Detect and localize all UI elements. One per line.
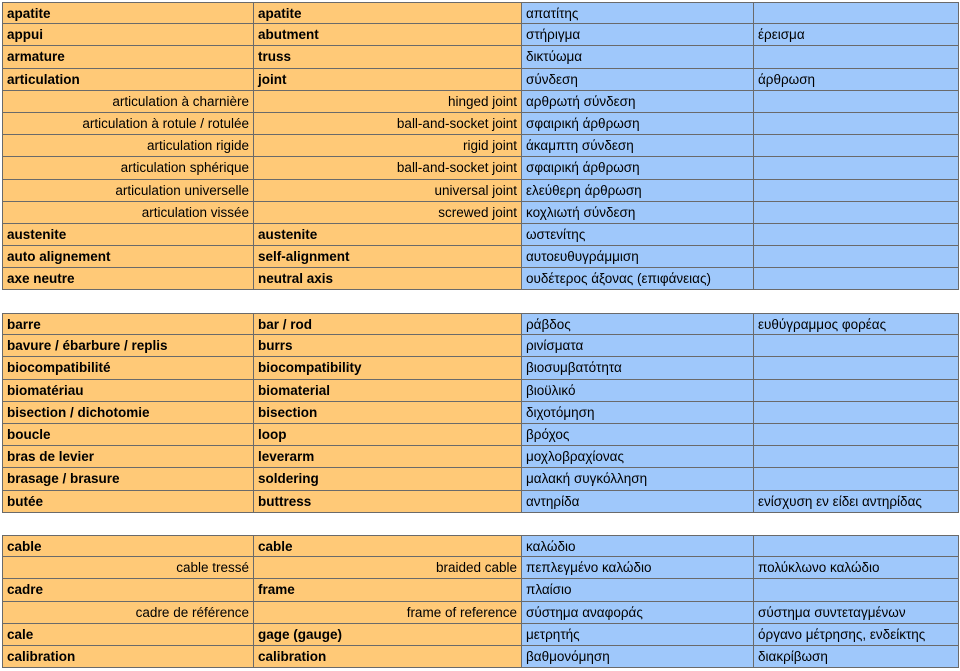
greek-term-cell: σφαιρική άρθρωση	[522, 157, 754, 179]
french-term-cell: bisection / dichotomie	[2, 402, 254, 424]
term-row	[2, 2, 959, 24]
section-b-table	[2, 313, 959, 513]
greek-alt-term-cell	[754, 2, 959, 24]
greek-alt-term-cell: άρθρωση	[754, 69, 959, 91]
greek-term-cell: δικτύωμα	[522, 46, 754, 68]
greek-term-cell: ουδέτερος άξονας (επιφάνειας)	[522, 268, 754, 290]
english-term-cell: loop	[254, 424, 522, 446]
greek-term-cell: ρινίσματα	[522, 335, 754, 357]
greek-term-cell: μαλακή συγκόλληση	[522, 468, 754, 490]
greek-term-cell: βιοσυμβατότητα	[522, 357, 754, 379]
greek-term-cell: απατίτης	[522, 2, 754, 24]
french-term-cell: articulation à charnière	[2, 91, 254, 113]
french-term-cell: cable	[2, 535, 254, 557]
english-term-cell: truss	[254, 46, 522, 68]
sub-term-row	[2, 157, 959, 179]
greek-term-cell: μετρητής	[522, 624, 754, 646]
term-row	[2, 446, 959, 468]
english-term-cell: rigid joint	[254, 135, 522, 157]
greek-term-cell: ελεύθερη άρθρωση	[522, 180, 754, 202]
term-row	[2, 46, 959, 68]
english-term-cell: universal joint	[254, 180, 522, 202]
english-term-cell: frame of reference	[254, 602, 522, 624]
greek-term-cell: αντηρίδα	[522, 491, 754, 513]
greek-term-cell: καλώδιο	[522, 535, 754, 557]
term-row	[2, 424, 959, 446]
greek-alt-term-cell	[754, 335, 959, 357]
french-term-cell: bavure / ébarbure / replis	[2, 335, 254, 357]
french-term-cell: barre	[2, 313, 254, 335]
french-term-cell: articulation	[2, 69, 254, 91]
sub-term-row	[2, 602, 959, 624]
term-row	[2, 357, 959, 379]
greek-alt-term-cell	[754, 535, 959, 557]
greek-alt-term-cell	[754, 202, 959, 224]
greek-alt-term-cell	[754, 268, 959, 290]
term-row	[2, 491, 959, 513]
section-a-table	[2, 2, 959, 290]
greek-term-cell: σύνδεση	[522, 69, 754, 91]
sub-term-row	[2, 180, 959, 202]
greek-alt-term-cell: πολύκλωνο καλώδιο	[754, 557, 959, 579]
greek-alt-term-cell: σύστημα συντεταγμένων	[754, 602, 959, 624]
english-term-cell: screwed joint	[254, 202, 522, 224]
greek-term-cell: βιοϋλικό	[522, 380, 754, 402]
french-term-cell: bras de levier	[2, 446, 254, 468]
greek-alt-term-cell: όργανο μέτρησης, ενδείκτης	[754, 624, 959, 646]
greek-alt-term-cell	[754, 224, 959, 246]
term-row	[2, 24, 959, 46]
greek-term-cell: μοχλοβραχίονας	[522, 446, 754, 468]
greek-alt-term-cell	[754, 157, 959, 179]
french-term-cell: boucle	[2, 424, 254, 446]
greek-alt-term-cell	[754, 357, 959, 379]
greek-alt-term-cell: έρεισμα	[754, 24, 959, 46]
french-term-cell: auto alignement	[2, 246, 254, 268]
greek-term-cell: σύστημα αναφοράς	[522, 602, 754, 624]
english-term-cell: self-alignment	[254, 246, 522, 268]
term-row	[2, 224, 959, 246]
english-term-cell: braided cable	[254, 557, 522, 579]
french-term-cell: axe neutre	[2, 268, 254, 290]
greek-alt-term-cell: διακρίβωση	[754, 646, 959, 668]
english-term-cell: joint	[254, 69, 522, 91]
french-term-cell: articulation rigide	[2, 135, 254, 157]
greek-term-cell: πεπλεγμένο καλώδιο	[522, 557, 754, 579]
greek-term-cell: βρόχος	[522, 424, 754, 446]
greek-term-cell: στήριγμα	[522, 24, 754, 46]
english-term-cell: biomaterial	[254, 380, 522, 402]
sub-term-row	[2, 135, 959, 157]
english-term-cell: buttress	[254, 491, 522, 513]
french-term-cell: brasage / brasure	[2, 468, 254, 490]
greek-alt-term-cell	[754, 46, 959, 68]
greek-term-cell: σφαιρική άρθρωση	[522, 113, 754, 135]
sub-term-row	[2, 202, 959, 224]
french-term-cell: calibration	[2, 646, 254, 668]
term-row	[2, 535, 959, 557]
french-term-cell: cadre	[2, 579, 254, 601]
english-term-cell: biocompatibility	[254, 357, 522, 379]
english-term-cell: leverarm	[254, 446, 522, 468]
term-row	[2, 468, 959, 490]
greek-term-cell: βαθμονόμηση	[522, 646, 754, 668]
greek-alt-term-cell	[754, 468, 959, 490]
english-term-cell: neutral axis	[254, 268, 522, 290]
french-term-cell: austenite	[2, 224, 254, 246]
greek-alt-term-cell: ενίσχυση εν είδει αντηρίδας	[754, 491, 959, 513]
english-term-cell: ball-and-socket joint	[254, 113, 522, 135]
english-term-cell: abutment	[254, 24, 522, 46]
term-row	[2, 246, 959, 268]
greek-term-cell: άκαμπτη σύνδεση	[522, 135, 754, 157]
greek-alt-term-cell	[754, 446, 959, 468]
french-term-cell: appui	[2, 24, 254, 46]
english-term-cell: bisection	[254, 402, 522, 424]
greek-alt-term-cell	[754, 402, 959, 424]
english-term-cell: ball-and-socket joint	[254, 157, 522, 179]
english-term-cell: burrs	[254, 335, 522, 357]
greek-alt-term-cell	[754, 424, 959, 446]
english-term-cell: austenite	[254, 224, 522, 246]
french-term-cell: armature	[2, 46, 254, 68]
french-term-cell: articulation universelle	[2, 180, 254, 202]
term-row	[2, 624, 959, 646]
term-row	[2, 579, 959, 601]
greek-term-cell: κοχλιωτή σύνδεση	[522, 202, 754, 224]
french-term-cell: cale	[2, 624, 254, 646]
french-term-cell: biocompatibilité	[2, 357, 254, 379]
term-row	[2, 380, 959, 402]
french-term-cell: articulation à rotule / rotulée	[2, 113, 254, 135]
greek-term-cell: αρθρωτή σύνδεση	[522, 91, 754, 113]
french-term-cell: cadre de référence	[2, 602, 254, 624]
english-term-cell: calibration	[254, 646, 522, 668]
french-term-cell: cable tressé	[2, 557, 254, 579]
term-row	[2, 313, 959, 335]
greek-term-cell: ωστενίτης	[522, 224, 754, 246]
french-term-cell: butée	[2, 491, 254, 513]
greek-term-cell: διχοτόμηση	[522, 402, 754, 424]
term-row	[2, 268, 959, 290]
french-term-cell: apatite	[2, 2, 254, 24]
english-term-cell: gage (gauge)	[254, 624, 522, 646]
english-term-cell: bar / rod	[254, 313, 522, 335]
french-term-cell: articulation sphérique	[2, 157, 254, 179]
greek-alt-term-cell	[754, 246, 959, 268]
greek-alt-term-cell	[754, 113, 959, 135]
term-row	[2, 69, 959, 91]
english-term-cell: hinged joint	[254, 91, 522, 113]
term-row	[2, 335, 959, 357]
english-term-cell: soldering	[254, 468, 522, 490]
english-term-cell: frame	[254, 579, 522, 601]
sub-term-row	[2, 113, 959, 135]
greek-alt-term-cell	[754, 135, 959, 157]
term-row	[2, 646, 959, 668]
english-term-cell: cable	[254, 535, 522, 557]
greek-alt-term-cell: ευθύγραμμος φορέας	[754, 313, 959, 335]
sub-term-row	[2, 557, 959, 579]
greek-alt-term-cell	[754, 579, 959, 601]
sub-term-row	[2, 91, 959, 113]
greek-term-cell: πλαίσιο	[522, 579, 754, 601]
greek-alt-term-cell	[754, 380, 959, 402]
greek-alt-term-cell	[754, 180, 959, 202]
section-c-table	[2, 535, 959, 668]
french-term-cell: articulation vissée	[2, 202, 254, 224]
greek-term-cell: αυτοευθυγράμμιση	[522, 246, 754, 268]
greek-term-cell: ράβδος	[522, 313, 754, 335]
french-term-cell: biomatériau	[2, 380, 254, 402]
greek-alt-term-cell	[754, 91, 959, 113]
english-term-cell: apatite	[254, 2, 522, 24]
term-row	[2, 402, 959, 424]
